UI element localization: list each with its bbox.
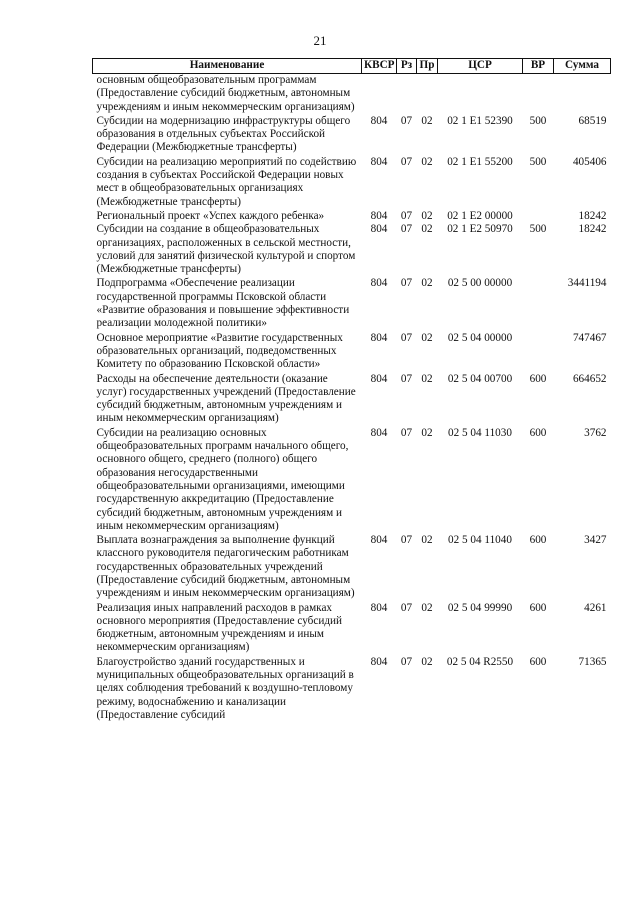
row-kvsr: 804 — [370, 655, 388, 668]
row-rz: 07 — [400, 209, 413, 222]
row-sum: 664652 — [572, 372, 607, 385]
row-csr: 02 1 E1 52390 — [447, 114, 513, 127]
row-name: Субсидии на создание в общеобразовательных организациях, расположенных в сельской местности, условий для занятий физической культурой и спортом (Межбюджетные трансферты) — [96, 223, 356, 276]
table-row — [93, 372, 611, 426]
row-kvsr: 804 — [370, 277, 388, 290]
page-number: 21 — [313, 33, 327, 48]
row-vr: 600 — [529, 534, 547, 547]
row-kvsr — [362, 74, 397, 114]
row-kvsr: 804 — [370, 155, 388, 168]
row-kvsr: 804 — [370, 114, 388, 127]
row-kvsr: 804 — [370, 209, 388, 222]
row-pr: 02 — [421, 534, 433, 547]
row-vr — [523, 276, 554, 330]
row-sum: 405406 — [572, 155, 607, 168]
header-rz: Рз — [397, 59, 417, 74]
row-sum: 4261 — [584, 601, 607, 614]
header-kvsr: КВСР — [362, 59, 397, 74]
row-pr: 02 — [421, 655, 433, 668]
table-row — [93, 533, 611, 600]
row-vr: 600 — [529, 601, 547, 614]
row-csr: 02 5 00 00000 — [447, 277, 513, 290]
row-name: Благоустройство зданий государственных и муниципальных общеобразовательных организаций в целях соблюдения требований к воздушно-тепловому режиму, водоснабжению и канализации (Предоставление субсидий — [96, 655, 354, 721]
row-sum: 68519 — [578, 114, 607, 127]
table-row — [93, 209, 611, 223]
header-csr: ЦСР — [438, 59, 523, 74]
row-name: Субсидии на модернизацию инфраструктуры общего образования в отдельных субъектах Российской Федерации (Межбюджетные трансферты) — [96, 114, 351, 154]
row-pr: 02 — [421, 155, 433, 168]
table-row — [93, 276, 611, 330]
table-row — [93, 426, 611, 533]
row-name: основным общеобразовательным программам (Предоставление субсидий бюджетным, автономным учреждениям и иным некоммерческим организациям) — [96, 74, 355, 113]
table-header-row — [93, 59, 611, 74]
row-kvsr: 804 — [370, 331, 388, 344]
row-name: Расходы на обеспечение деятельности (оказание услуг) государственных учреждений (Предоставление субсидий бюджетным, автономным учреждениям и иным некоммерческим организациям) — [96, 372, 356, 425]
row-sum: 18242 — [578, 209, 607, 222]
row-rz: 07 — [400, 277, 413, 290]
row-csr: 02 1 E2 50970 — [447, 223, 513, 236]
row-csr: 02 1 E1 55200 — [447, 155, 513, 168]
table-row — [93, 114, 611, 155]
header-vr: ВР — [523, 59, 554, 74]
header-pr: Пр — [417, 59, 438, 74]
row-pr: 02 — [421, 372, 433, 385]
table-row — [93, 331, 611, 372]
row-sum: 3427 — [584, 534, 607, 547]
row-name: Основное мероприятие «Развитие государственных образовательных организаций, подведомственных Комитету по образованию Псковской области» — [96, 331, 343, 371]
row-rz: 07 — [400, 426, 413, 439]
row-rz: 07 — [400, 655, 413, 668]
table-row — [93, 74, 611, 114]
row-sum: 3762 — [584, 426, 607, 439]
row-pr: 02 — [421, 277, 433, 290]
table-row — [93, 601, 611, 655]
row-kvsr: 804 — [370, 223, 388, 236]
row-sum: 3441194 — [567, 277, 607, 290]
row-sum: 18242 — [578, 223, 607, 236]
row-sum — [554, 74, 611, 114]
row-csr: 02 5 04 11030 — [448, 426, 512, 439]
row-kvsr: 804 — [370, 601, 388, 614]
table-row — [93, 223, 611, 276]
row-vr — [523, 331, 554, 372]
row-pr: 02 — [421, 114, 433, 127]
row-kvsr: 804 — [370, 426, 388, 439]
budget-table — [92, 58, 611, 722]
row-rz: 07 — [400, 331, 413, 344]
row-csr — [438, 74, 523, 114]
row-rz: 07 — [400, 534, 413, 547]
row-csr: 02 5 04 11040 — [448, 534, 512, 547]
row-name: Подпрограмма «Обеспечение реализации государственной программы Псковской области «Развитие образования и повышение эффективности реализации молодежной политики» — [96, 277, 350, 330]
row-pr: 02 — [421, 601, 433, 614]
row-rz: 07 — [400, 223, 413, 236]
row-csr: 02 5 04 R2550 — [446, 655, 514, 668]
row-name: Субсидии на реализацию мероприятий по содействию создания в субъектах Российской Федерации новых мест в общеобразовательных организациях (Межбюджетные трансферты) — [96, 155, 357, 208]
row-sum: 747467 — [572, 331, 607, 344]
row-csr: 02 5 04 00700 — [447, 372, 513, 385]
row-vr — [523, 74, 554, 114]
row-kvsr: 804 — [370, 372, 388, 385]
row-name: Реализация иных направлений расходов в рамках основного мероприятия (Предоставление субсидий бюджетным, автономным учреждениям и иным некоммерческим организациям) — [96, 601, 342, 654]
header-sum: Сумма — [554, 59, 611, 74]
row-csr: 02 1 E2 00000 — [447, 209, 513, 222]
row-rz: 07 — [400, 114, 413, 127]
row-vr: 600 — [529, 372, 547, 385]
row-name: Региональный проект «Успех каждого ребенка» — [96, 209, 325, 222]
row-vr: 500 — [529, 223, 547, 236]
row-name: Субсидии на реализацию основных общеобразовательных программ начального общего, основного общего, среднего (полного) общего образования негосударственными общеобразовательными организациями, имеющими государственную аккредитацию (Предоставление субсидий бюджетным, автономным учреждениям и иным некоммерческим организациям) — [96, 426, 349, 532]
row-pr — [417, 74, 438, 114]
header-name: Наименование — [93, 59, 362, 74]
row-pr: 02 — [421, 223, 433, 236]
row-rz — [397, 74, 417, 114]
row-pr: 02 — [421, 426, 433, 439]
row-rz: 07 — [400, 155, 413, 168]
row-vr: 600 — [529, 426, 547, 439]
row-csr: 02 5 04 99990 — [447, 601, 513, 614]
table-row — [93, 655, 611, 722]
row-pr: 02 — [421, 209, 433, 222]
row-rz: 07 — [400, 601, 413, 614]
row-sum: 71365 — [578, 655, 607, 668]
row-rz: 07 — [400, 372, 413, 385]
table-row — [93, 155, 611, 209]
row-csr: 02 5 04 00000 — [447, 331, 513, 344]
row-pr: 02 — [421, 331, 433, 344]
row-vr: 600 — [529, 655, 547, 668]
row-vr: 500 — [529, 155, 547, 168]
row-vr — [523, 209, 554, 223]
row-kvsr: 804 — [370, 534, 388, 547]
row-vr: 500 — [529, 114, 547, 127]
row-name: Выплата вознаграждения за выполнение функций классного руководителя педагогическим работникам государственных образовательных учреждений (Предоставление субсидий бюджетным, автономным учреждениям и иным некоммерческим организациям) — [96, 534, 355, 600]
